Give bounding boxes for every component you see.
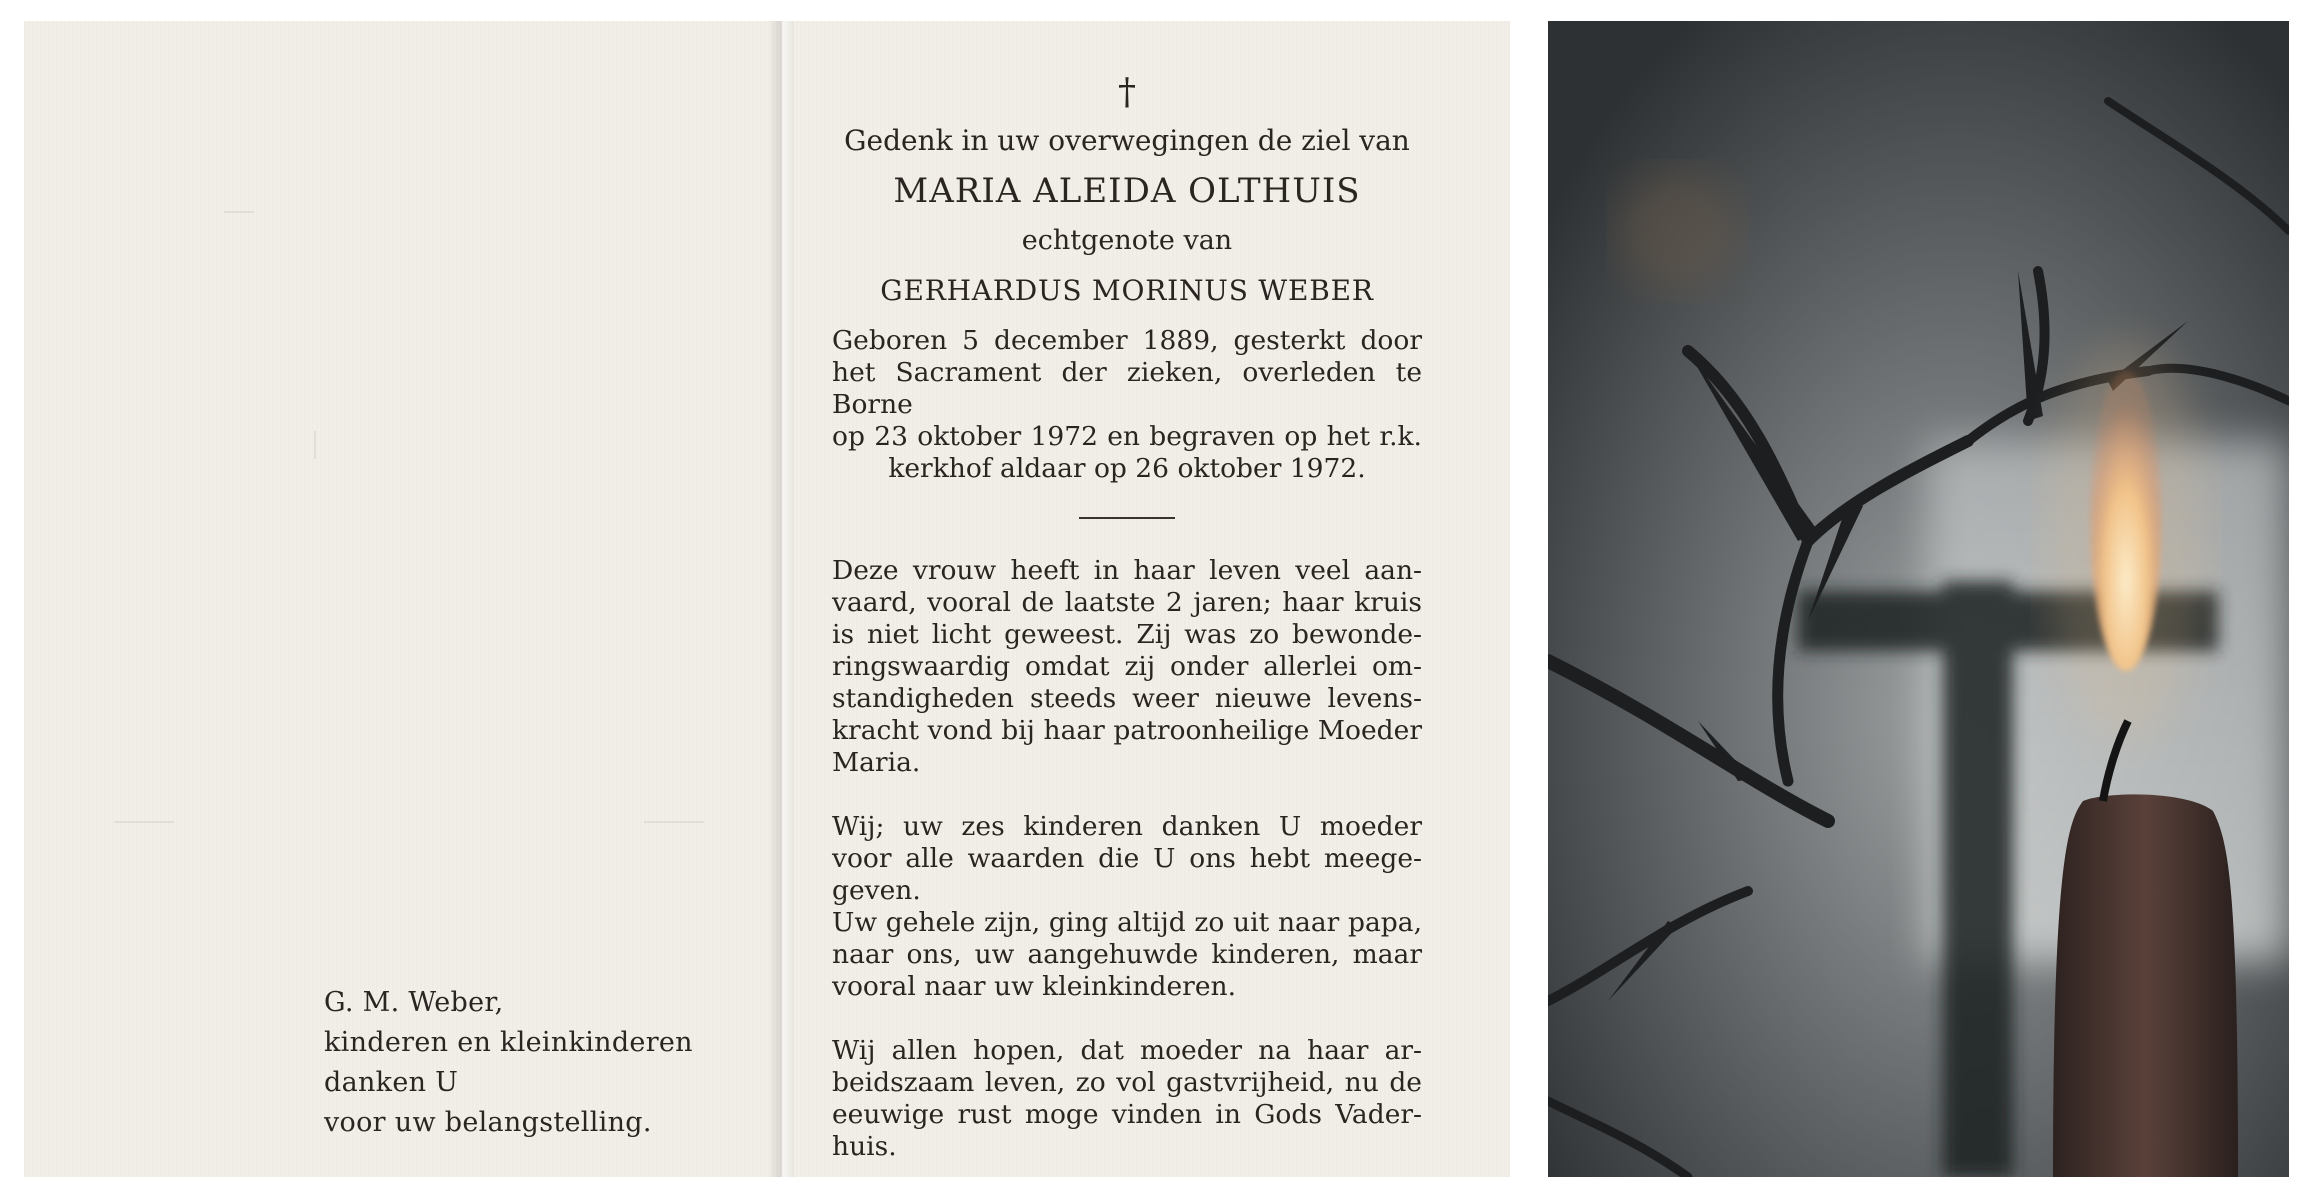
paragraph-thanks — [832, 811, 1422, 907]
bleed-through-mark — [114, 821, 174, 823]
text-line: kerkhof aldaar op 26 oktober 1972. — [888, 453, 1366, 484]
card-fold — [770, 21, 794, 1177]
text-line: voor alle waarden die U ons hebt meege- — [832, 843, 1422, 874]
family-signature — [324, 983, 724, 1143]
signature-line: G. M. Weber, — [324, 987, 504, 1018]
text-line: Geboren 5 december 1889, gesterkt door — [832, 325, 1422, 356]
candle-photo-illustration — [1548, 21, 2289, 1177]
text-line: op 23 oktober 1972 en begraven op het r.k. — [832, 421, 1422, 452]
candle — [2053, 794, 2238, 1177]
signature-line: voor uw belangstelling. — [324, 1107, 652, 1138]
memorial-text — [832, 71, 1422, 1163]
text-line: Wij; uw zes kinderen danken U moeder — [832, 811, 1422, 842]
text-line: naar ons, uw aangehuwde kinderen, maar — [832, 939, 1422, 970]
text-line: kracht vond bij haar patroonheilige Moeder — [832, 715, 1422, 746]
candle-photo — [1548, 21, 2289, 1177]
text-line: Wij allen hopen, dat moeder na haar ar- — [832, 1035, 1422, 1066]
text-line: ringswaardig omdat zij onder allerlei om- — [832, 651, 1422, 682]
text-line: huis. — [832, 1131, 897, 1162]
bokeh-light — [1618, 171, 1738, 291]
relation-line: echtgenote van — [1021, 225, 1233, 256]
paragraph-hope — [832, 1035, 1422, 1163]
birth-death-paragraph — [832, 325, 1422, 485]
text-line: het Sacrament der zieken, overleden te Borne — [832, 357, 1422, 420]
text-line: geven. — [832, 875, 921, 906]
paragraph-gap — [832, 779, 1422, 811]
text-line: is niet licht geweest. Zij was zo bewonde- — [832, 619, 1422, 650]
text-line: standigheden steeds weer nieuwe levens- — [832, 683, 1422, 714]
signature-line: danken U — [324, 1067, 459, 1098]
text-line: vaard, vooral de laatste 2 jaren; haar kruis — [832, 587, 1422, 618]
bleed-through-mark — [644, 821, 704, 823]
spouse-name: GERHARDUS MORINUS WEBER — [880, 274, 1374, 307]
intro-line: Gedenk in uw overwegingen de ziel van — [844, 124, 1410, 157]
deceased-name: MARIA ALEIDA OLTHUIS — [893, 171, 1361, 211]
text-line: Maria. — [832, 747, 921, 778]
bleed-through-mark — [224, 211, 254, 213]
text-line: beidszaam leven, zo vol gastvrijheid, nu de — [832, 1067, 1422, 1098]
paragraph-devotion — [832, 907, 1422, 1003]
text-line: eeuwige rust moge vinden in Gods Vader- — [832, 1099, 1422, 1130]
memorial-card — [24, 21, 1510, 1177]
flame-glow — [2046, 341, 2206, 741]
cross-symbol: † — [1118, 72, 1136, 113]
paragraph-gap — [832, 1003, 1422, 1035]
paragraph-tribute — [832, 555, 1422, 779]
text-line: Deze vrouw heeft in haar leven veel aan- — [832, 555, 1422, 586]
card-right-page — [794, 21, 1510, 1177]
divider-rule — [1079, 517, 1175, 519]
card-left-page — [24, 21, 770, 1177]
text-line: Uw gehele zijn, ging altijd zo uit naar papa, — [832, 907, 1422, 938]
text-line: vooral naar uw kleinkinderen. — [832, 971, 1237, 1002]
signature-line: kinderen en kleinkinderen — [324, 1027, 693, 1058]
bleed-through-mark — [314, 431, 316, 459]
